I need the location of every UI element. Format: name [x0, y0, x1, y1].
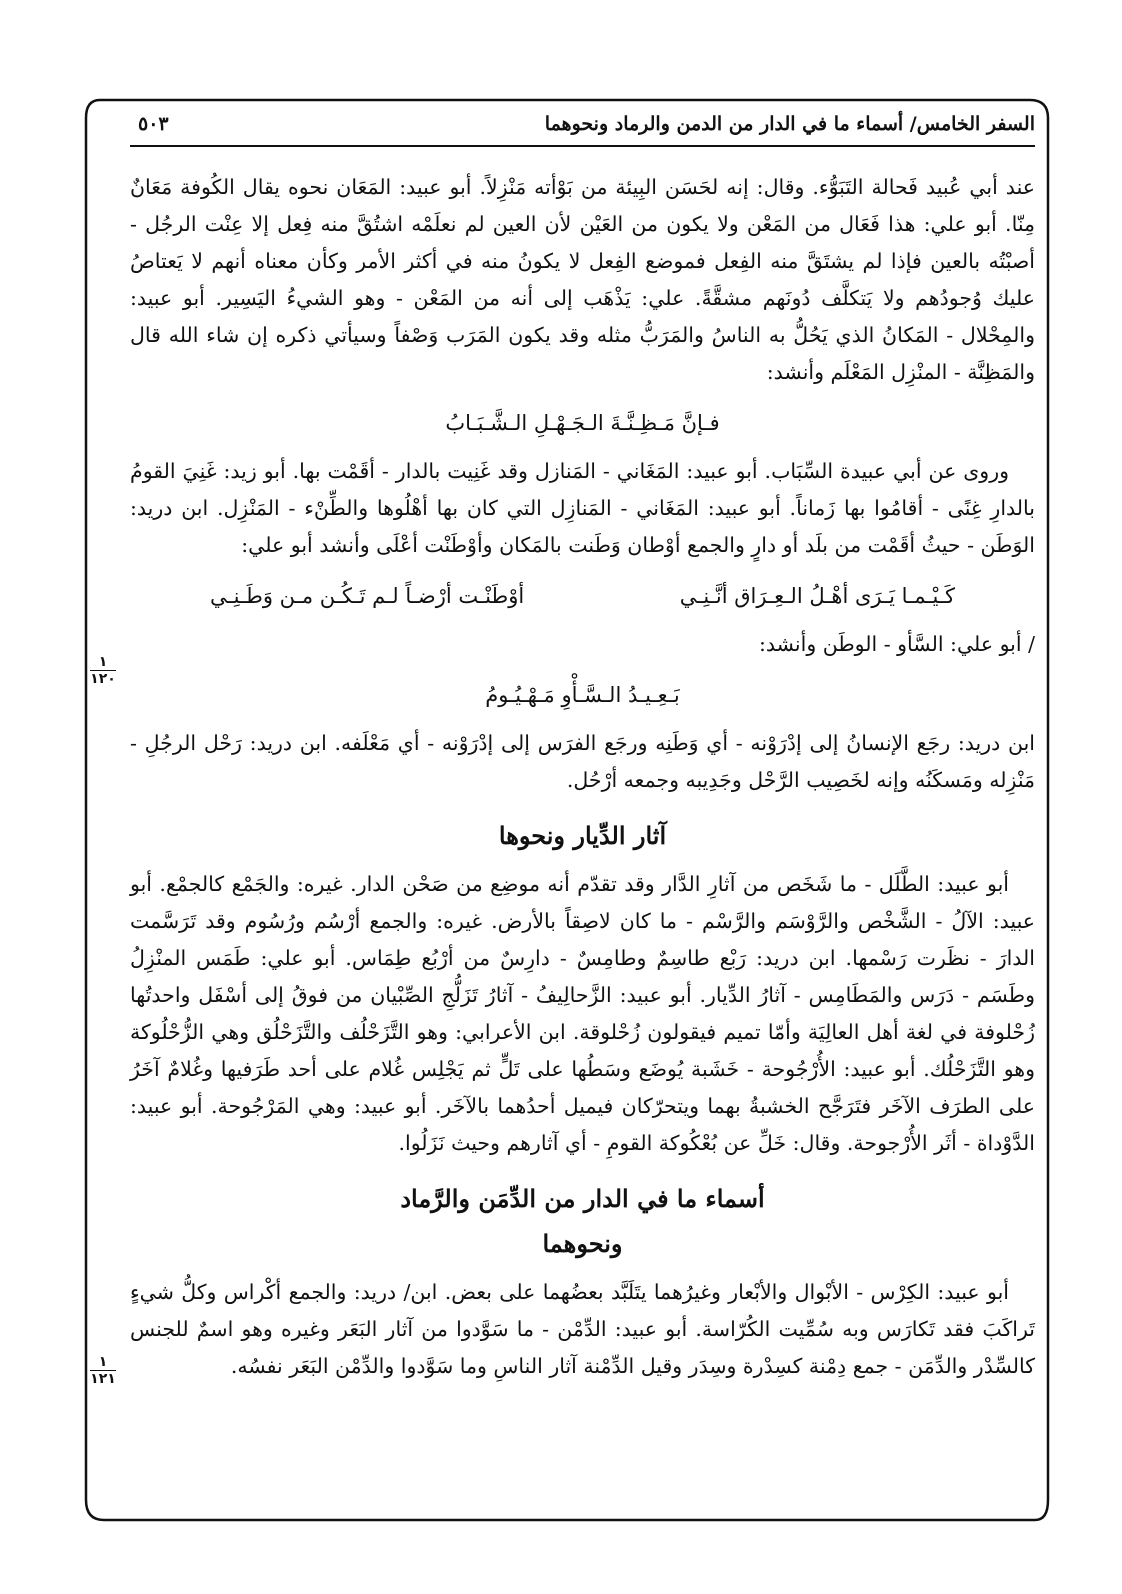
marginal-folio-121: [90, 1355, 116, 1386]
page-number: ٥٠٣: [138, 113, 169, 135]
paragraph-6: أبو عبيد: الكِرْس - الأبْوال والأبْعار وغيرُهما يتَلَبَّد بعضُهما على بعض. ابن/ دريد: والجمع أكْراس وكلُّ شيءٍ تَراكَبَ فقد تَكارَس وبه سُمِّيت الكُرّاسة. أبو عبيد: الدِّمْن - ما سَوَّدوا من آثار البَعَر وغيره وهو اسمٌ للجنس كالسِّدْر والدِّمَن - جمع دِمْنة كسِدْرة وسِدَر وقيل الدِّمْنة آثار الناسِ وما سَوَّدوا والدِّمْن البَعَر نفسُه.: [130, 1280, 1035, 1378]
page-content: [130, 169, 1035, 1385]
marginal-denominator: ١٢١: [90, 1371, 116, 1387]
verse-2: [210, 584, 955, 608]
marginal-denominator: ١٢٠: [90, 671, 116, 687]
marginal-folio-120: [90, 655, 116, 686]
marginal-numerator: ١: [98, 654, 108, 670]
section-subheading: ونحوهما: [542, 1229, 623, 1258]
section-heading-athar-al-diyar: آثار الدِّيار ونحوها: [498, 821, 667, 850]
verse-2-first-hemistich: كَـيْـمـا يَـرَى أهْـلُ الـعِـرَاق أنَّـنِـي: [679, 584, 955, 608]
running-title: السفر الخامس/ أسماء ما في الدار من الدمن والرماد ونحوهما: [544, 113, 1035, 135]
paragraph-2: وروى عن أبي عبيدة السِّبَاب. أبو عبيد: المَغَاني - المَنازل وقد غَنِيت بالدار - أقَمْت بها. أبو زيد: غَنِيَ القومُ بالدارِ غِنًى - أقامُوا بها زَماناً. أبو عبيد: المَغَاني - المَنازِل التي كان بها أهْلُوها والطِّنْء - المَنْزِل. ابن دريد: الوَطَن - حيثُ أقَمْت من بلَد أو دارٍ والجمع أوْطان وَطَنت بالمَكان وأوْطَنْت أعْلَى وأنشد أبو علي:: [130, 459, 1035, 557]
verse-1: فـإنَّ مَـظِـنَّـةَ الـجَـهْـلِ الـشَّـبَـابُ: [445, 411, 720, 435]
page: [130, 105, 1035, 1385]
paragraph-3: / أبو علي: السَّأو - الوطَن وأنشد:: [758, 632, 1035, 656]
verse-2-second-hemistich: أوْطَنْـت أرْضـاً لـم تَـكُـن مـن وَطَـنِـي: [210, 584, 525, 608]
paragraph-5: أبو عبيد: الطَّلَل - ما شَخَص من آثارِ الدَّار وقد تقدّم أنه موضِع من صَحْن الدار. غيره: والجَمْع كالجمْع. أبو عبيد: الآلُ - الشَّخْص والرَّوْسَم والرَّسْم - ما كان لاصِقاً بالأرض. غيره: والجمع أرْسُم ورُسُوم وقد تَرَسَّمت الدارَ - نظَرت رَسْمها. ابن دريد: رَبْع طاسِمٌ وطامِسٌ - دارِسٌ من أرْبُع طِمَاس. أبو علي: طَمَس المنْزِلُ وطَسَم - دَرَس والمَطَامِس - آثارُ الدِّيار. أبو عبيد: الزَّحالِيفُ - آثارُ تَزَلُّجِ الصِّبْيان من فوقُ إلى أسْفَل واحدتُها زُحْلوفة في لغة أهل العالِيَة وأمّا تميم فيقولون زُحْلوقة. ابن الأعرابي: وهو التَّزَحْلُف والتَّزَحْلُق وهي الزُّحْلُوكة وهو التَّزَحْلُك. أبو عبيد: الأُرْجُوحة - خَشَبة يُوضَع وسَطُها على تَلٍّ ثم يَجْلِس غُلام على أحد طَرَفيها وغُلامٌ آخَرُ على الطرَف الآخَر فتَرَجَّح الخشبةُ بهما ويتحرّكان فيميل أحدُهما بالآخَر. أبو عبيد: وهي المَرْجُوحة. أبو عبيد: الدَّوْداة - أثَر الأُرْجوحة. وقال: خَلِّ عن بُعْكُوكة القومِ - أي آثارهم وحيث نَزَلُوا.: [130, 872, 1035, 1155]
section-heading-asma: أسماء ما في الدار من الدِّمَن والرَّماد: [400, 1184, 765, 1213]
marginal-numerator: ١: [98, 1354, 108, 1370]
verse-3: بَـعِـيـدُ الـسَّـأْوِ مَـهْـيُـومُ: [485, 683, 680, 707]
paragraph-4: ابن دريد: رجَع الإنسانُ إلى إدْرَوْنه - أي وَطَنِه ورجَع الفرَس إلى إدْرَوْنه - أي مَعْلَفه. ابن دريد: رَحْل الرجُلِ - مَنْزِله ومَسكَنُه وإنه لخَصِيب الرَّحْل وجَدِيبه وجمعه أرْحُل.: [130, 731, 1035, 792]
page-header: [130, 105, 1035, 147]
paragraph-1: عند أبي عُبيد فَحالة التَبَوُّء. وقال: إنه لحَسَن البِيئة من بَوْأته مَنْزِلاً. أبو عبيد: المَعَان نحوه يقال الكُوفة مَعَانٌ مِنّا. أبو علي: هذا فَعَال من المَعْن ولا يكون من العَيْن لأن العين لم نعلَمْه اشتُقَّ منه فِعل إلا عِنْت الرجُل - أصبْتُه بالعين فإذا لم يشتَقَّ منه الفِعل فموضع الفِعل لا يكونُ منه في أكثر الأمر وكأن معناه أنهم لا يَعتاصُ عليك وُجودُهم ولا يَتكلَّف دُونَهم مشقَّةً. علي: يَذْهَب إلى أنه من المَعْن - وهو الشيءُ اليَسِير. أبو عبيد: والمِحْلال - المَكانُ الذي يَحُلُّ به الناسُ والمَرَبُّ مثله وقد يكون المَرَب وَصْفاً وسيأتي ذكره إن شاء الله قال والمَظِنَّة - المنْزِل المَعْلَم وأنشد:: [130, 175, 1035, 384]
